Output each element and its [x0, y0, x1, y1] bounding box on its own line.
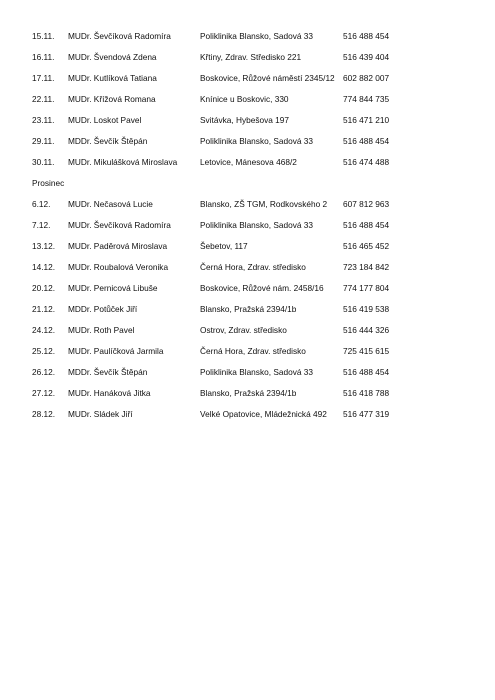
table-row: [32, 282, 472, 303]
date-cell: 15.11.: [32, 31, 55, 41]
phone-cell: 516 488 454: [343, 367, 390, 377]
phone-cell: 516 465 452: [343, 241, 390, 251]
table-row: [32, 51, 472, 72]
date-cell: 7.12.: [32, 220, 51, 230]
phone-cell: 774 177 804: [343, 283, 390, 293]
phone-cell: 516 477 319: [343, 409, 390, 419]
doctor-name-cell: MUDr. Hanáková Jitka: [68, 388, 151, 398]
date-cell: 21.12.: [32, 304, 56, 314]
table-row: [32, 219, 472, 240]
address-cell: Šebetov, 117: [200, 241, 248, 251]
table-row: [32, 366, 472, 387]
phone-cell: 516 488 454: [343, 31, 390, 41]
date-cell: 22.11.: [32, 94, 55, 104]
address-cell: Poliklinika Blansko, Sadová 33: [200, 31, 313, 41]
doctor-name-cell: MUDr. Paulíčková Jarmila: [68, 346, 164, 356]
date-cell: 26.12.: [32, 367, 56, 377]
phone-cell: 516 471 210: [343, 115, 390, 125]
date-cell: 29.11.: [32, 136, 55, 146]
phone-cell: 725 415 615: [343, 346, 390, 356]
phone-cell: 602 882 007: [343, 73, 390, 83]
table-row: [32, 408, 472, 429]
duty-schedule-table: [32, 30, 472, 429]
doctor-name-cell: MUDr. Paděrová Miroslava: [68, 241, 168, 251]
date-cell: 16.11.: [32, 52, 55, 62]
table-row: [32, 324, 472, 345]
doctor-name-cell: MUDr. Kutlíková Tatiana: [68, 73, 157, 83]
doctor-name-cell: MUDr. Roubalová Veronika: [68, 262, 169, 272]
doctor-name-cell: MUDr. Ševčíková Radomíra: [68, 31, 171, 41]
address-cell: Černá Hora, Zdrav. středisko: [200, 346, 306, 356]
doctor-name-cell: MUDr. Nečasová Lucie: [68, 199, 153, 209]
doctor-name-cell: MUDr. Pernicová Libuše: [68, 283, 158, 293]
doctor-name-cell: MUDr. Mikulášková Miroslava: [68, 157, 178, 167]
address-cell: Ostrov, Zdrav. středisko: [200, 325, 287, 335]
table-row: [32, 261, 472, 282]
date-cell: 13.12.: [32, 241, 56, 251]
doctor-name-cell: MDDr. Ševčík Štěpán: [68, 367, 148, 377]
date-cell: 23.11.: [32, 115, 55, 125]
phone-cell: 516 488 454: [343, 220, 390, 230]
table-row: [32, 198, 472, 219]
doctor-name-cell: MUDr. Sládek Jiří: [68, 409, 133, 419]
table-row: [32, 30, 472, 51]
phone-cell: 516 474 488: [343, 157, 390, 167]
date-cell: 17.11.: [32, 73, 55, 83]
address-cell: Boskovice, Růžové náměstí 2345/12: [200, 73, 335, 83]
address-cell: Blansko, ZŠ TGM, Rodkovského 2: [200, 199, 328, 209]
address-cell: Poliklinika Blansko, Sadová 33: [200, 220, 313, 230]
date-cell: 14.12.: [32, 262, 56, 272]
address-cell: Poliklinika Blansko, Sadová 33: [200, 367, 313, 377]
address-cell: Velké Opatovice, Mládežnická 492: [200, 409, 327, 419]
table-row: [32, 93, 472, 114]
date-cell: 24.12.: [32, 325, 56, 335]
address-cell: Svitávka, Hybešova 197: [200, 115, 290, 125]
table-row: [32, 387, 472, 408]
doctor-name-cell: MDDr. Potůček Jiří: [68, 304, 138, 314]
date-cell: 20.12.: [32, 283, 56, 293]
phone-cell: 516 488 454: [343, 136, 390, 146]
date-cell: 27.12.: [32, 388, 56, 398]
date-cell: 25.12.: [32, 346, 56, 356]
table-row: [32, 345, 472, 366]
address-cell: Blansko, Pražská 2394/1b: [200, 304, 297, 314]
date-cell: 30.11.: [32, 157, 55, 167]
address-cell: Poliklinika Blansko, Sadová 33: [200, 136, 313, 146]
table-row: [32, 114, 472, 135]
phone-cell: 516 419 538: [343, 304, 390, 314]
address-cell: Blansko, Pražská 2394/1b: [200, 388, 297, 398]
phone-cell: 723 184 842: [343, 262, 390, 272]
address-cell: Černá Hora, Zdrav. středisko: [200, 262, 306, 272]
table-row: [32, 135, 472, 156]
table-row: [32, 303, 472, 324]
doctor-name-cell: MUDr. Roth Pavel: [68, 325, 135, 335]
address-cell: Knínice u Boskovic, 330: [200, 94, 289, 104]
address-cell: Boskovice, Růžové nám. 2458/16: [200, 283, 324, 293]
doctor-name-cell: MUDr. Loskot Pavel: [68, 115, 142, 125]
phone-cell: 516 439 404: [343, 52, 390, 62]
doctor-name-cell: MUDr. Ševčíková Radomíra: [68, 220, 171, 230]
phone-cell: 607 812 963: [343, 199, 390, 209]
month-heading: Prosinec: [32, 178, 65, 188]
address-cell: Letovice, Mánesova 468/2: [200, 157, 297, 167]
table-row: [32, 72, 472, 93]
phone-cell: 774 844 735: [343, 94, 390, 104]
table-row: [32, 240, 472, 261]
doctor-name-cell: MUDr. Křížová Romana: [68, 94, 156, 104]
doctor-name-cell: MUDr. Švendová Zdena: [68, 52, 157, 62]
phone-cell: 516 444 326: [343, 325, 390, 335]
phone-cell: 516 418 788: [343, 388, 390, 398]
date-cell: 6.12.: [32, 199, 51, 209]
table-row: [32, 156, 472, 177]
doctor-name-cell: MDDr. Ševčík Štěpán: [68, 136, 148, 146]
date-cell: 28.12.: [32, 409, 56, 419]
address-cell: Křtiny, Zdrav. Středisko 221: [200, 52, 302, 62]
